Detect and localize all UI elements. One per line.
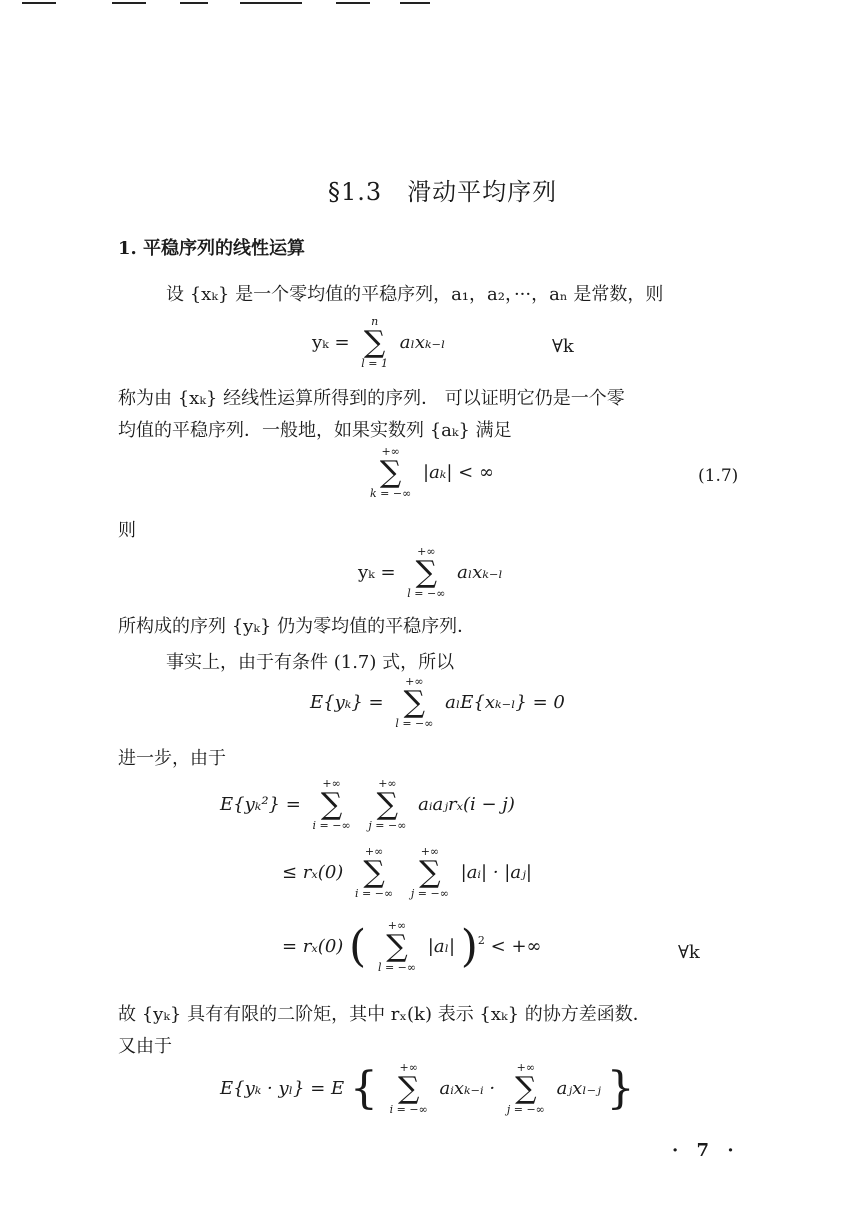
paragraph-7-line-1: 故 {yₖ} 具有有限的二阶矩，其中 rₓ(k) 表示 {xₖ} 的协方差函数． bbox=[118, 1004, 651, 1025]
eq5-s1-body: aᵢxₖ₋ᵢ · bbox=[439, 1078, 496, 1099]
sum-symbol: +∞ ∑ j = −∞ bbox=[410, 845, 449, 900]
equation-1-7 bbox=[364, 446, 494, 500]
square-exponent: 2 bbox=[477, 934, 485, 947]
top-rule bbox=[112, 2, 146, 4]
paragraph-2-line-1: 称为由 {xₖ} 经线性运算所得到的序列． 可以证明它仍是一个零 bbox=[118, 388, 625, 409]
subsection-heading: 1. 平稳序列的线性运算 bbox=[118, 238, 306, 259]
sum-symbol: +∞ ∑ k = −∞ bbox=[370, 445, 412, 500]
eq4-l2-body: |aᵢ| · |aⱼ| bbox=[460, 862, 532, 883]
eq4-l1-lhs: E{yₖ²} = bbox=[220, 794, 307, 815]
sum-symbol: +∞ ∑ l = −∞ bbox=[395, 675, 434, 730]
left-paren: ( bbox=[349, 921, 367, 972]
top-rule bbox=[336, 2, 370, 4]
paragraph-6: 进一步，由于 bbox=[118, 748, 226, 769]
eq2-body: aₗxₖ₋ₗ bbox=[457, 562, 503, 583]
eq4-l3-body: |aₗ| bbox=[427, 936, 456, 957]
sum-symbol: +∞ ∑ j = −∞ bbox=[368, 777, 407, 832]
paragraph-3: 则 bbox=[118, 520, 136, 541]
eq4-l1-body: aᵢaⱼrₓ(i − j) bbox=[418, 794, 515, 815]
paragraph-1: 设 {xₖ} 是一个零均值的平稳序列，a₁，a₂，···，aₙ 是常数，则 bbox=[166, 284, 664, 305]
eq1-body: aₗxₖ₋ₗ bbox=[399, 332, 446, 353]
section-title: §1.3 滑动平均序列 bbox=[328, 178, 558, 206]
paragraph-5: 事实上，由于有条件 (1.7) 式，所以 bbox=[166, 652, 455, 673]
right-brace: } bbox=[606, 1063, 635, 1114]
eq3-lhs: E{yₖ} = bbox=[310, 692, 390, 713]
eq3-body: aₗE{xₖ₋ₗ} = 0 bbox=[445, 692, 565, 713]
page-number: · 7 · bbox=[672, 1140, 740, 1161]
top-rule bbox=[240, 2, 302, 4]
equation-3 bbox=[310, 676, 565, 730]
top-rule bbox=[180, 2, 208, 4]
eq1-lhs: yₖ = bbox=[312, 332, 356, 353]
paragraph-2-line-2: 均值的平稳序列．一般地，如果实数列 {aₖ} 满足 bbox=[118, 420, 512, 441]
sum-symbol: +∞ ∑ i = −∞ bbox=[389, 1061, 428, 1116]
equation-number: (1.7) bbox=[698, 466, 739, 486]
eq5-lhs: E{yₖ · yₗ} = E bbox=[220, 1078, 345, 1099]
paragraph-4: 所构成的序列 {yₖ} 仍为零均值的平稳序列． bbox=[118, 616, 476, 637]
equation-4-line-2 bbox=[282, 846, 532, 900]
eq4-l3-lhs: = rₓ(0) bbox=[282, 936, 344, 957]
sum-symbol: n ∑ l = 1 bbox=[361, 315, 388, 370]
eq4-forall: ∀k bbox=[678, 942, 700, 963]
equation-5 bbox=[220, 1062, 635, 1116]
sum-symbol: +∞ ∑ j = −∞ bbox=[506, 1061, 545, 1116]
eq17-body: |aₖ| < ∞ bbox=[423, 462, 494, 483]
eq2-lhs: yₖ = bbox=[358, 562, 402, 583]
right-paren: ) bbox=[460, 921, 478, 972]
sum-symbol: +∞ ∑ l = −∞ bbox=[407, 545, 446, 600]
top-rule bbox=[22, 2, 56, 4]
equation-4-line-1 bbox=[220, 778, 515, 832]
eq5-s2-body: aⱼxₗ₋ⱼ bbox=[556, 1078, 601, 1099]
sum-symbol: +∞ ∑ l = −∞ bbox=[377, 919, 417, 974]
eq1-forall: ∀k bbox=[552, 336, 574, 357]
sum-symbol: +∞ ∑ i = −∞ bbox=[355, 845, 394, 900]
sum-symbol: +∞ ∑ i = −∞ bbox=[312, 777, 351, 832]
equation-2 bbox=[358, 546, 503, 600]
paragraph-7-line-2: 又由于 bbox=[118, 1036, 172, 1057]
top-rule bbox=[400, 2, 430, 4]
eq4-l3-tail: < +∞ bbox=[490, 936, 542, 957]
eq4-l2-lhs: ≤ rₓ(0) bbox=[282, 862, 344, 883]
equation-1 bbox=[312, 316, 445, 370]
left-brace: { bbox=[349, 1063, 378, 1114]
equation-4-line-3 bbox=[282, 920, 542, 974]
